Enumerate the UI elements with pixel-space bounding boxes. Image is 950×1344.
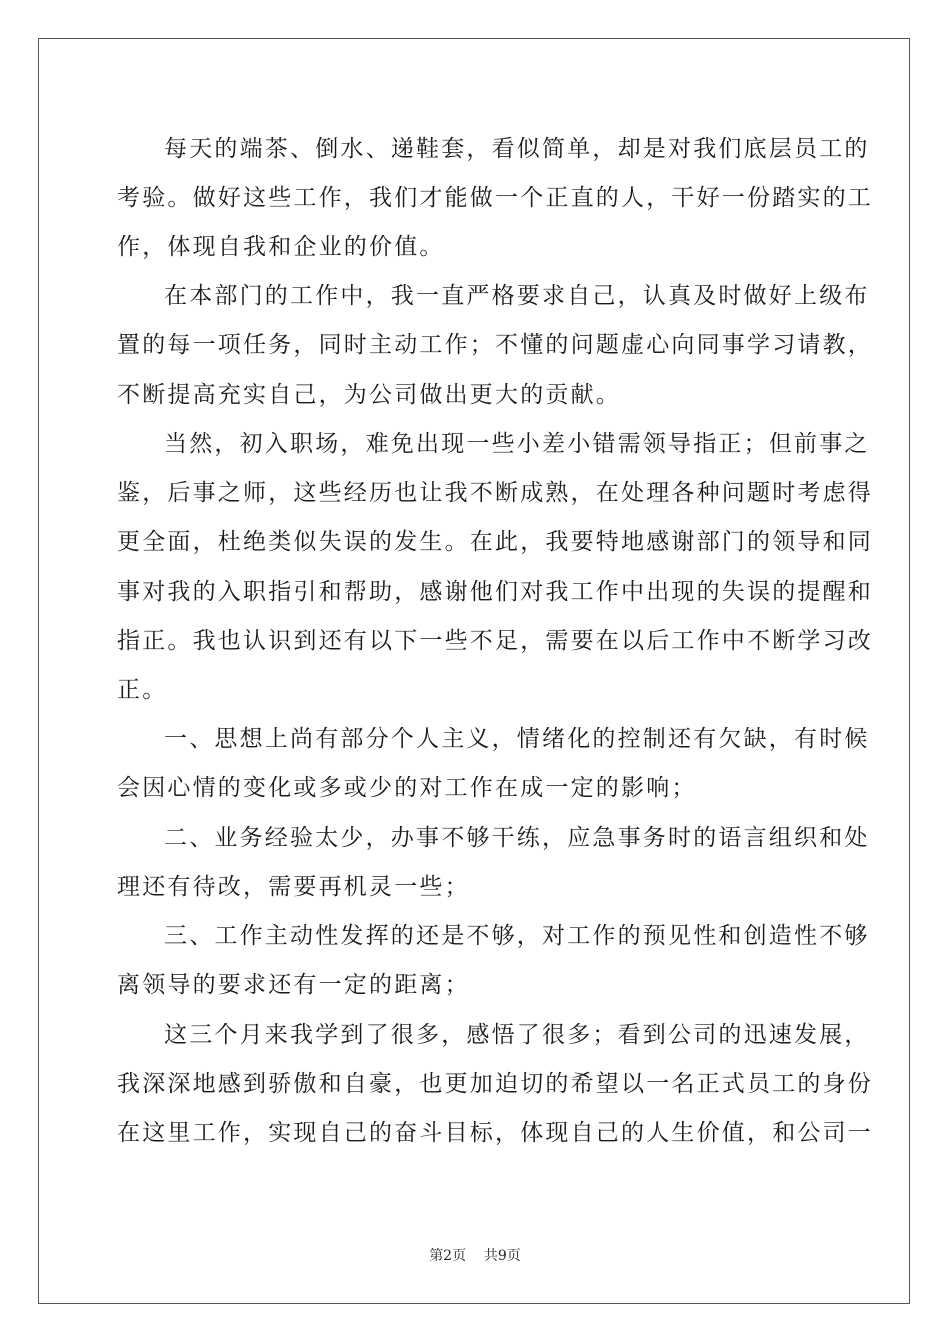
paragraph-line: 在这里工作，实现自己的奋斗目标，体现自己的人生价值，和公司一 [117,1120,873,1146]
paragraph-line: 更全面，杜绝类似失误的发生。在此，我要特地感谢部门的领导和同 [117,529,873,555]
paragraph-line: 鉴，后事之师，这些经历也让我不断成熟，在处理各种问题时考虑得 [117,480,873,506]
list-item-line: 离领导的要求还有一定的距离； [117,972,470,998]
paragraph-line: 我深深地感到骄傲和自豪，也更加迫切的希望以一名正式员工的身份 [117,1071,873,1097]
page-border [38,38,910,1304]
paragraph-line: 置的每一项任务，同时主动工作；不懂的问题虚心向同事学习请教， [117,332,873,358]
paragraph-line: 在本部门的工作中，我一直严格要求自己，认真及时做好上级布 [164,283,870,309]
list-item-line: 理还有待改，需要再机灵一些； [117,874,470,900]
paragraph-line: 这三个月来我学到了很多，感悟了很多；看到公司的迅速发展， [164,1022,870,1048]
paragraph-line: 考验。做好这些工作，我们才能做一个正直的人，干好一份踏实的工 [117,185,873,211]
page-number-footer: 第2页 共9页 [429,1248,521,1264]
paragraph-line: 作，体现自我和企业的价值。 [117,234,445,260]
list-item-line: 会因心情的变化或多或少的对工作在成一定的影响； [117,775,697,801]
paragraph-line: 事对我的入职指引和帮助，感谢他们对我工作中出现的失误的提醒和 [117,579,873,605]
paragraph-line: 当然，初入职场，难免出现一些小差小错需领导指正；但前事之 [164,431,870,457]
paragraph-line: 不断提高充实自己，为公司做出更大的贡献。 [117,382,621,408]
list-item-line: 三、工作主动性发挥的还是不够，对工作的预见性和创造性不够 [164,923,870,949]
list-item-line: 一、思想上尚有部分个人主义，情绪化的控制还有欠缺，有时候 [164,726,870,752]
paragraph-line: 正。 [117,677,168,703]
paragraph-line: 每天的端茶、倒水、递鞋套，看似简单，却是对我们底层员工的 [164,136,870,162]
paragraph-line: 指正。我也认识到还有以下一些不足，需要在以后工作中不断学习改 [117,628,873,654]
list-item-line: 二、业务经验太少，办事不够干练，应急事务时的语言组织和处 [164,825,870,851]
